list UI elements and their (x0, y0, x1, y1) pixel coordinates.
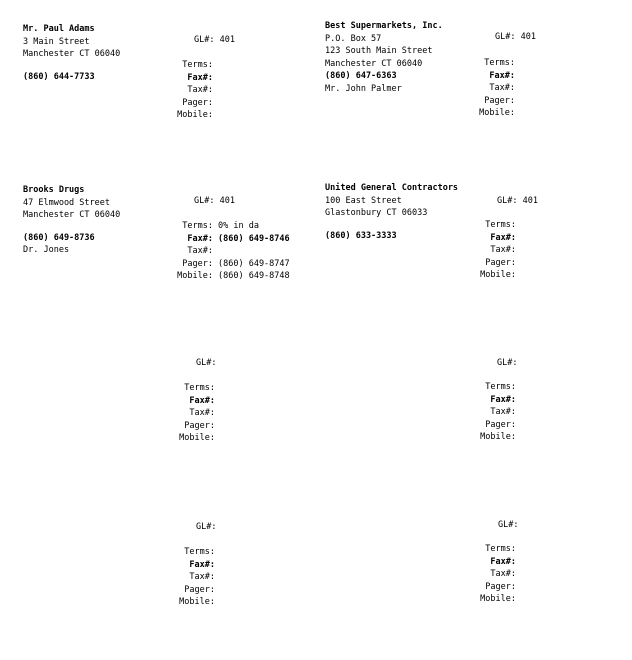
fax-label: Fax#: (189, 395, 215, 406)
gl-field (196, 357, 216, 370)
contact-fields (325, 543, 516, 606)
terms-label: Terms: (182, 60, 213, 70)
address-line: Glastonbury CT 06033 (325, 208, 428, 218)
contact-fields (325, 57, 515, 120)
gl-label: GL#: (196, 522, 217, 532)
address-card (23, 184, 323, 334)
gl-field (495, 31, 536, 44)
tax-label: Tax#: (187, 85, 213, 95)
fax-label: Fax#: (189, 559, 215, 570)
contact-fields (325, 381, 516, 444)
pager-label: Pager: (184, 584, 215, 595)
address-card (325, 20, 625, 170)
address-card (325, 182, 625, 332)
address-line: Manchester CT 06040 (23, 49, 121, 59)
tax-label: Tax#: (489, 83, 515, 93)
tax-label: Tax#: (490, 407, 516, 417)
pager-value: (860) 649-8747 (218, 258, 290, 269)
contact-fields (325, 219, 516, 282)
contact-fields (23, 220, 290, 283)
pager-label: Pager: (484, 95, 515, 106)
address-card (325, 346, 625, 496)
address-line: 123 South Main Street (325, 46, 433, 56)
terms-label: Terms: (485, 382, 516, 392)
fax-label: Fax#: (489, 70, 515, 81)
fax-label: Fax#: (187, 233, 213, 244)
terms-label: Terms: (182, 221, 213, 231)
mobile-value: (860) 649-8748 (218, 271, 290, 281)
address-card (23, 23, 323, 173)
gl-value: 401 (520, 32, 536, 42)
address-line: P.O. Box 57 (325, 33, 382, 44)
address-line: Manchester CT 06040 (325, 58, 423, 69)
address-card (23, 510, 323, 660)
tax-label: Tax#: (189, 408, 215, 418)
gl-field (194, 195, 235, 208)
terms-label: Terms: (484, 58, 515, 68)
company-name: Brooks Drugs (23, 185, 85, 195)
address-line: 3 Main Street (23, 36, 90, 47)
pager-label: Pager: (485, 581, 516, 592)
pager-label: Pager: (182, 258, 213, 269)
fax-label: Fax#: (187, 72, 213, 83)
tax-label: Tax#: (490, 569, 516, 579)
tax-label: Tax#: (187, 246, 213, 256)
terms-label: Terms: (184, 547, 215, 557)
contact-fields (23, 546, 215, 609)
mobile-label: Mobile: (480, 594, 516, 604)
pager-label: Pager: (485, 419, 516, 430)
company-name: Best Supermarkets, Inc. (325, 21, 443, 31)
contact-fields (23, 59, 213, 122)
contact-name: Dr. Jones (23, 245, 70, 255)
fax-label: Fax#: (490, 232, 516, 243)
address-card (325, 508, 625, 658)
gl-field (497, 357, 517, 370)
mobile-label: Mobile: (177, 271, 213, 281)
pager-label: Pager: (485, 257, 516, 268)
phone-number: (860) 647-6363 (325, 71, 397, 81)
gl-value: 401 (219, 196, 235, 206)
mobile-label: Mobile: (479, 108, 515, 118)
gl-field (498, 519, 518, 532)
contact-fields (23, 382, 215, 445)
gl-value: 401 (522, 196, 538, 206)
terms-label: Terms: (485, 544, 516, 554)
gl-label: GL#: (497, 358, 518, 368)
terms-value: 0% in da (218, 221, 259, 231)
phone-number: (860) 633-3333 (325, 230, 397, 241)
gl-label: GL#: (194, 35, 215, 45)
mobile-label: Mobile: (179, 597, 215, 607)
pager-label: Pager: (182, 97, 213, 108)
phone-number: (860) 644-7733 (23, 71, 95, 82)
address-line: Manchester CT 06040 (23, 210, 121, 220)
contact-name: Mr. John Palmer (325, 83, 402, 94)
mobile-label: Mobile: (179, 433, 215, 443)
terms-label: Terms: (184, 383, 215, 393)
gl-value: 401 (219, 35, 235, 45)
gl-field (194, 34, 235, 47)
mobile-label: Mobile: (177, 110, 213, 120)
fax-value: (860) 649-8746 (218, 233, 290, 244)
gl-label: GL#: (497, 196, 518, 206)
company-name: Mr. Paul Adams (23, 24, 95, 34)
gl-label: GL#: (194, 196, 215, 206)
address-line: 47 Elmwood Street (23, 197, 110, 208)
gl-field (196, 521, 216, 534)
gl-label: GL#: (196, 358, 217, 368)
address-card (23, 346, 323, 496)
address-line: 100 East Street (325, 195, 402, 206)
gl-label: GL#: (495, 32, 516, 42)
terms-label: Terms: (485, 220, 516, 230)
fax-label: Fax#: (490, 556, 516, 567)
pager-label: Pager: (184, 420, 215, 431)
fax-label: Fax#: (490, 394, 516, 405)
mobile-label: Mobile: (480, 432, 516, 442)
tax-label: Tax#: (189, 572, 215, 582)
gl-label: GL#: (498, 520, 519, 530)
gl-field (497, 195, 538, 208)
tax-label: Tax#: (490, 245, 516, 255)
company-name: United General Contractors (325, 183, 459, 193)
phone-number: (860) 649-8736 (23, 232, 95, 243)
mobile-label: Mobile: (480, 270, 516, 280)
